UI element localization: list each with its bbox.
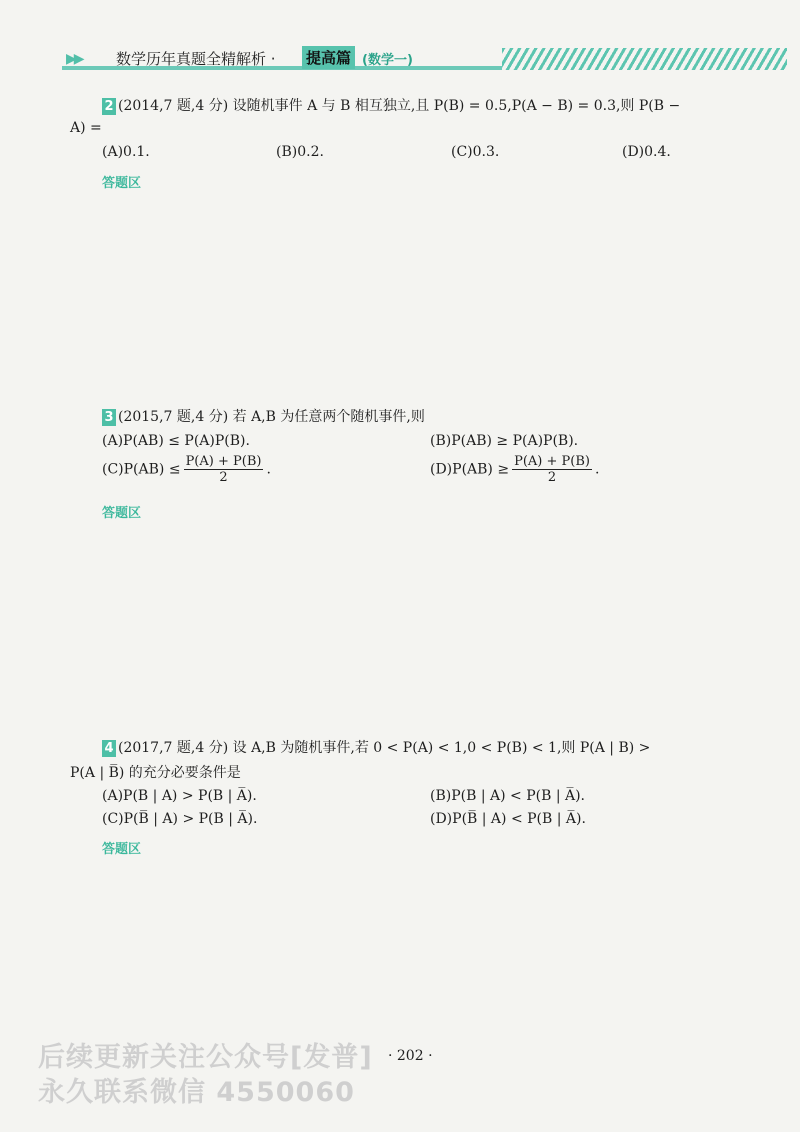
- question-number: 2: [102, 98, 116, 115]
- question-4-option-b: (B)P(B | A) < P(B | A̅).: [430, 788, 586, 804]
- question-3-option-d: (D)P(AB) ≥ $\frac{P(A) + P(B)}{2}$ .: [430, 454, 600, 485]
- question-2-option-c: (C)0.3.: [451, 144, 500, 160]
- watermark-line-2: 永久联系微信 4550060: [38, 1077, 355, 1108]
- option-text: (D)P(AB) ≥: [430, 461, 510, 478]
- answer-zone-label: 答题区: [102, 842, 142, 857]
- question-4-option-d: (D)P(B̅ | A) < P(B | A̅).: [430, 811, 586, 827]
- page-header: [62, 44, 787, 74]
- question-4-stem-cont: P(A | B̅) 的充分必要条件是: [70, 765, 241, 781]
- fraction-numerator: P(A) + P(B): [185, 454, 262, 469]
- question-source: (2014,7 题,4 分): [118, 98, 229, 114]
- question-number: 3: [102, 409, 116, 426]
- option-text: (C)P(AB) ≤: [102, 461, 181, 478]
- fraction: [184, 454, 264, 485]
- question-4-stem: [102, 737, 650, 759]
- question-4-option-c: (C)P(B̅ | A) > P(B | A̅).: [102, 811, 258, 827]
- double-arrow-icon: ▶▶: [66, 51, 82, 67]
- question-2-option-a: (A)0.1.: [102, 144, 150, 160]
- question-text: 设随机事件 A 与 B 相互独立,且 P(B) = 0.5,P(A − B) = 0.3,则 P(B −: [232, 98, 681, 114]
- question-3-stem: [102, 406, 425, 428]
- answer-zone-label: 答题区: [102, 176, 142, 191]
- fraction-numerator: P(A) + P(B): [514, 454, 590, 469]
- answer-zone-label: 答题区: [102, 506, 142, 521]
- watermark-line-1: 后续更新关注公众号[发普]: [38, 1042, 373, 1073]
- question-3-option-a: (A)P(AB) ≤ P(A)P(B).: [102, 433, 250, 449]
- fraction-denominator: 2: [219, 470, 228, 485]
- fraction-denominator: 2: [547, 470, 557, 485]
- question-source: (2017,7 题,4 分): [118, 740, 229, 756]
- page-number: · 202 ·: [388, 1048, 433, 1064]
- question-3-option-b: (B)P(AB) ≥ P(A)P(B).: [430, 433, 579, 449]
- question-text: 若 A,B 为任意两个随机事件,则: [232, 409, 425, 425]
- volume-subtitle: (数学一): [362, 53, 413, 68]
- question-2-stem: [102, 95, 680, 117]
- header-stripe-decoration: [502, 48, 787, 70]
- question-2-stem-cont: A) =: [70, 120, 102, 136]
- question-3-option-c: (C)P(AB) ≤ $\frac{P(A) + P(B)}{2}$ .: [102, 454, 271, 485]
- question-4-option-a: (A)P(B | A) > P(B | A̅).: [102, 788, 257, 804]
- question-2-option-d: (D)0.4.: [622, 144, 671, 160]
- fraction: [512, 454, 592, 485]
- question-2-option-b: (B)0.2.: [276, 144, 324, 160]
- question-text: 设 A,B 为随机事件,若 0 < P(A) < 1,0 < P(B) < 1,则 P(A | B) >: [232, 740, 651, 756]
- question-number: 4: [102, 740, 116, 757]
- question-source: (2015,7 题,4 分): [118, 409, 229, 425]
- volume-badge: 提高篇: [302, 46, 355, 69]
- book-title: 数学历年真题全精解析 ·: [116, 50, 276, 68]
